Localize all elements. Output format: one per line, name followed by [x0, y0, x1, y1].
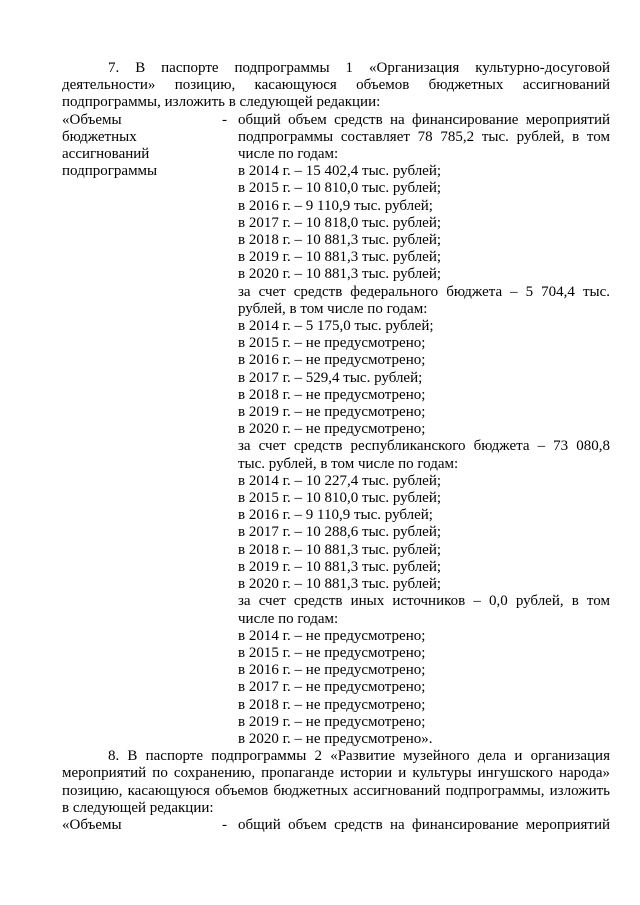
republic-year-line: в 2017 г. – 10 288,6 тыс. рублей; — [238, 524, 442, 541]
total-year-line: в 2016 г. – 9 110,9 тыс. рублей; — [238, 197, 433, 214]
left-label-line: подпрограммы — [62, 163, 158, 180]
other-year-line: в 2020 г. – не предусмотрено». — [238, 730, 433, 747]
section-7-budget-table — [62, 112, 610, 749]
federal-year-line: в 2014 г. – 5 175,0 тыс. рублей; — [238, 318, 434, 335]
section-8-dash: - — [222, 816, 227, 833]
federal-year-line: в 2020 г. – не предусмотрено; — [238, 421, 426, 438]
section-7-dash: - — [222, 111, 227, 128]
federal-year-line: в 2016 г. – не предусмотрено; — [238, 352, 426, 369]
section-7-right-content — [238, 112, 610, 749]
other-year-line: в 2019 г. – не предусмотрено; — [238, 713, 426, 730]
federal-year-line: в 2018 г. – не предусмотрено; — [238, 386, 426, 403]
federal-year-line: в 2015 г. – не предусмотрено; — [238, 335, 426, 352]
republic-year-line: в 2019 г. – 10 881,3 тыс. рублей; — [238, 558, 442, 575]
section-8-right-content — [238, 817, 610, 834]
federal-funding-text: за счет средств федерального бюджета – 5 704,4 тыс. рублей, в том числе по годам: — [238, 283, 610, 317]
left-label-line: бюджетных — [62, 128, 137, 145]
other-year-line: в 2018 г. – не предусмотрено; — [238, 696, 426, 713]
republic-year-line: в 2014 г. – 10 227,4 тыс. рублей; — [238, 472, 442, 489]
document-page — [62, 60, 610, 834]
other-year-line: в 2014 г. – не предусмотрено; — [238, 627, 426, 644]
total-year-line: в 2017 г. – 10 818,0 тыс. рублей; — [238, 214, 442, 231]
other-year-line: в 2016 г. – не предусмотрено; — [238, 662, 426, 679]
republic-year-line: в 2020 г. – 10 881,3 тыс. рублей; — [238, 576, 442, 593]
total-funding-text: общий объем средств на финансирование мероприятий подпрограммы составляет 78 785,2 тыс. рублей, в том числе по годам: — [238, 111, 610, 163]
section-8-total-funding-text: общий объем средств на финансирование мероприятий — [238, 816, 610, 833]
other-year-line: в 2017 г. – не предусмотрено; — [238, 679, 426, 696]
left-label-line: ассигнований — [62, 146, 150, 163]
section-8-left-label: «Объемы — [62, 816, 122, 833]
total-year-line: в 2015 г. – 10 810,0 тыс. рублей; — [238, 180, 442, 197]
section-8-budget-table — [62, 817, 610, 834]
section-8-intro: 8. В паспорте подпрограммы 2 «Развитие музейного дела и организация мероприятий по сохранению, пропаганде истории и культуры ингушского народа» позицию, касающуюся объемов бюджетных ассигнований подпрограммы, изложить в следующей редакции: — [62, 748, 610, 816]
republic-year-line: в 2015 г. – 10 810,0 тыс. рублей; — [238, 490, 442, 507]
left-label-line: «Объемы — [62, 111, 122, 128]
other-funding-text: за счет средств иных источников – 0,0 рублей, в том числе по годам: — [238, 593, 610, 627]
republic-year-line: в 2018 г. – 10 881,3 тыс. рублей; — [238, 541, 442, 558]
total-year-line: в 2020 г. – 10 881,3 тыс. рублей; — [238, 266, 442, 283]
federal-year-line: в 2019 г. – не предусмотрено; — [238, 404, 426, 421]
total-year-line: в 2014 г. – 15 402,4 тыс. рублей; — [238, 163, 442, 180]
federal-year-line: в 2017 г. – 529,4 тыс. рублей; — [238, 369, 423, 386]
other-year-line: в 2015 г. – не предусмотрено; — [238, 644, 426, 661]
total-year-line: в 2019 г. – 10 881,3 тыс. рублей; — [238, 249, 442, 266]
total-year-line: в 2018 г. – 10 881,3 тыс. рублей; — [238, 232, 442, 249]
republic-year-line: в 2016 г. – 9 110,9 тыс. рублей; — [238, 507, 433, 524]
republic-funding-text: за счет средств республиканского бюджета – 73 080,8 тыс. рублей, в том числе по годам: — [238, 438, 610, 472]
section-7-left-label — [62, 112, 222, 749]
section-7-intro: 7. В паспорте подпрограммы 1 «Организация культурно-досуговой деятельности» позицию, касающуюся объемов бюджетных ассигнований подпрограммы, изложить в следующей редакции: — [62, 60, 610, 111]
